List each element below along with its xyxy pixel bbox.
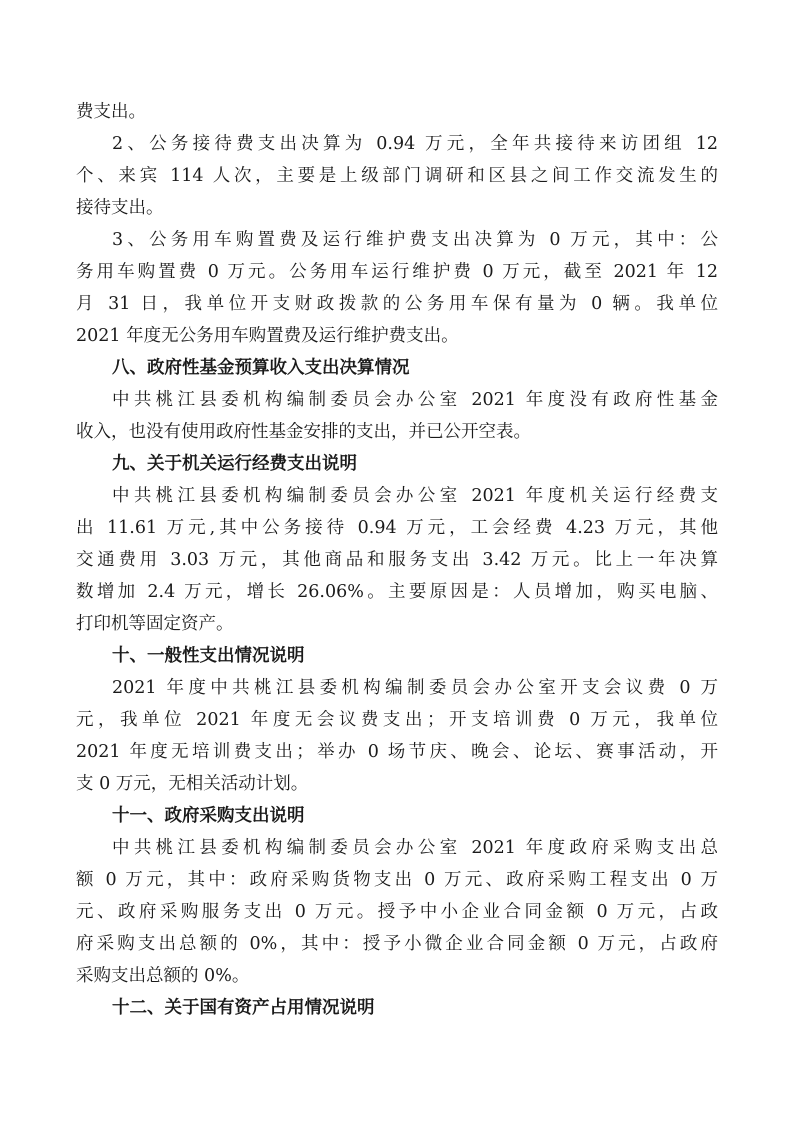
paragraph-line: 月 31 日，我单位开支财政拨款的公务用车保有量为 0 辆。我单位 [76, 294, 718, 314]
paragraph-line: 支 0 万元，无相关活动计划。 [76, 774, 309, 794]
paragraph-line: 额 0 万元，其中：政府采购货物支出 0 万元、政府采购工程支出 0 万 [76, 870, 718, 890]
paragraph-line: 费支出。 [76, 102, 146, 122]
paragraph-line: 个、来宾 114 人次，主要是上级部门调研和区县之间工作交流发生的 [76, 166, 718, 186]
section-heading: 八、政府性基金预算收入支出决算情况 [112, 358, 410, 378]
paragraph-line: 2021 年度无公务用车购置费及运行维护费支出。 [76, 326, 459, 346]
section-heading: 十、一般性支出情况说明 [112, 646, 305, 666]
paragraph-line: 采购支出总额的 0%。 [76, 966, 250, 986]
paragraph-line: 收入，也没有使用政府性基金安排的支出，并已公开空表。 [76, 422, 531, 442]
paragraph-line: 出 11.61 万元,其中公务接待 0.94 万元，工会经费 4.23 万元，其他 [76, 518, 718, 538]
paragraph-line: 2、公务接待费支出决算为 0.94 万元，全年共接待来访团组 12 [112, 134, 718, 154]
paragraph-line: 中共桃江县委机构编制委员会办公室 2021 年度机关运行经费支 [112, 486, 718, 506]
paragraph-line: 中共桃江县委机构编制委员会办公室 2021 年度政府采购支出总 [112, 838, 718, 858]
paragraph-line: 2021 年度中共桃江县委机构编制委员会办公室开支会议费 0 万 [112, 678, 718, 698]
paragraph-line: 数增加 2.4 万元，增长 26.06%。主要原因是：人员增加，购买电脑、 [76, 582, 718, 602]
paragraph-line: 府采购支出总额的 0%，其中：授予小微企业合同金额 0 万元，占政府 [76, 934, 718, 954]
paragraph-line: 打印机等固定资产。 [76, 614, 234, 634]
paragraph-line: 接待支出。 [76, 198, 164, 218]
paragraph-line: 中共桃江县委机构编制委员会办公室 2021 年度没有政府性基金 [112, 390, 718, 410]
paragraph-line: 元，我单位 2021 年度无会议费支出；开支培训费 0 万元，我单位 [76, 710, 718, 730]
paragraph-line: 务用车购置费 0 万元。公务用车运行维护费 0 万元，截至 2021 年 12 [76, 262, 718, 282]
paragraph-line: 3、公务用车购置费及运行维护费支出决算为 0 万元，其中：公 [112, 230, 718, 250]
paragraph-line: 元、政府采购服务支出 0 万元。授予中小企业合同金额 0 万元，占政 [76, 902, 718, 922]
paragraph-line: 交通费用 3.03 万元，其他商品和服务支出 3.42 万元。比上一年决算 [76, 550, 718, 570]
section-heading: 十二、关于国有资产占用情况说明 [112, 998, 375, 1018]
section-heading: 九、关于机关运行经费支出说明 [112, 454, 357, 474]
section-heading: 十一、政府采购支出说明 [112, 806, 305, 826]
paragraph-line: 2021 年度无培训费支出；举办 0 场节庆、晚会、论坛、赛事活动，开 [76, 742, 718, 762]
